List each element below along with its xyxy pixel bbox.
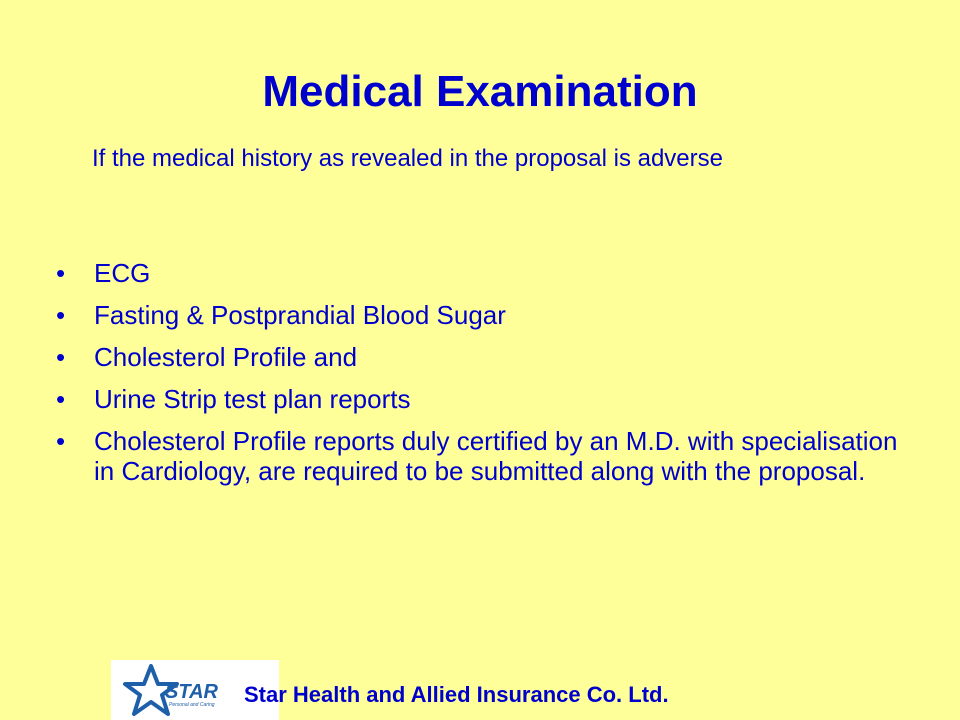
bullet-icon: • <box>56 426 66 456</box>
list-item-text: Cholesterol Profile and <box>94 342 358 372</box>
footer-company-name: Star Health and Allied Insurance Co. Ltd. <box>244 682 669 707</box>
list-item <box>56 300 916 330</box>
list-item-text: Fasting & Postprandial Blood Sugar <box>94 300 506 330</box>
list-item-text: Urine Strip test plan reports <box>94 384 411 414</box>
intro-text: If the medical history as revealed in the proposal is adverse <box>92 145 723 172</box>
bullet-list <box>56 258 916 498</box>
list-item <box>56 426 916 486</box>
list-item <box>56 258 916 288</box>
logo-wordmark: STAR <box>165 681 218 703</box>
list-item <box>56 384 916 414</box>
slide-title: Medical Examination <box>262 67 698 116</box>
logo-tagline: Personal and Caring <box>169 702 215 708</box>
list-item-text: Cholesterol Profile reports duly certified by an M.D. with specialisation in Cardiology, are required to be submitted along with the proposal. <box>94 426 898 486</box>
bullet-icon: • <box>56 300 66 330</box>
list-item <box>56 342 916 372</box>
bullet-icon: • <box>56 384 66 414</box>
list-item-text: ECG <box>94 258 151 288</box>
bullet-icon: • <box>56 258 66 288</box>
bullet-icon: • <box>56 342 66 372</box>
